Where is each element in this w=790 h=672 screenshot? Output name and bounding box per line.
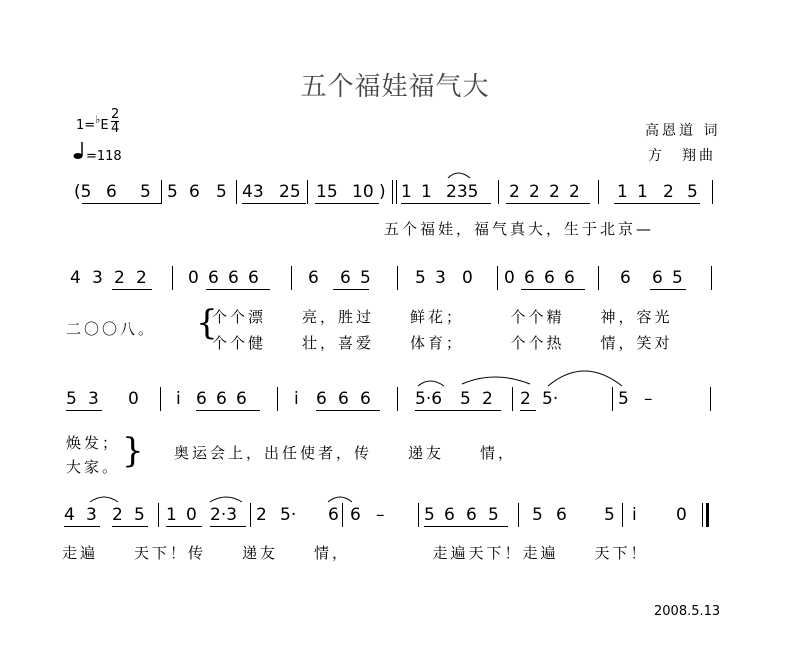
bar-line bbox=[512, 387, 513, 411]
note: 1 bbox=[421, 182, 432, 202]
slur bbox=[90, 497, 118, 502]
verse-brace: { bbox=[196, 303, 218, 343]
note: 5 bbox=[532, 505, 543, 525]
note: 1 bbox=[166, 505, 177, 525]
note: 2 bbox=[549, 182, 560, 202]
note: 6 bbox=[556, 505, 567, 525]
underline bbox=[315, 203, 379, 204]
underline bbox=[650, 289, 686, 290]
note: 6 bbox=[196, 389, 207, 409]
bar-line bbox=[397, 387, 398, 411]
underline bbox=[64, 526, 100, 527]
note: 6 bbox=[340, 268, 351, 288]
bar-line bbox=[396, 180, 397, 204]
note: 3 bbox=[86, 505, 97, 525]
note: 5 bbox=[488, 505, 499, 525]
slur bbox=[210, 497, 242, 502]
note: 2 bbox=[482, 389, 493, 409]
note: – bbox=[376, 505, 385, 525]
bar-line bbox=[518, 503, 519, 527]
note: 25 bbox=[279, 182, 301, 202]
underline bbox=[166, 526, 202, 527]
bar-line bbox=[342, 503, 343, 527]
note: 5 bbox=[360, 268, 371, 288]
tempo-value: =118 bbox=[86, 149, 122, 164]
note: 6 bbox=[652, 268, 663, 288]
lyrics-row-2-verse-1: 个个漂 亮，胜过 鲜花； 个个精 神，容光 bbox=[212, 308, 673, 326]
bar-line bbox=[598, 266, 599, 290]
key-note: E bbox=[100, 118, 109, 133]
note: 5· bbox=[280, 505, 297, 525]
key-label: 1= bbox=[76, 118, 96, 133]
note: 5 bbox=[134, 505, 145, 525]
bar-line bbox=[161, 180, 162, 204]
note: 4 bbox=[64, 505, 75, 525]
quarter-note-icon bbox=[72, 142, 86, 160]
note: 5 bbox=[66, 389, 77, 409]
note: i bbox=[176, 389, 181, 409]
underline bbox=[401, 203, 491, 204]
song-title: 五个福娃福气大 bbox=[300, 72, 490, 102]
note: 2 bbox=[112, 505, 123, 525]
note: 0 bbox=[676, 505, 687, 525]
note: 6 bbox=[228, 268, 239, 288]
note: 4 bbox=[70, 268, 81, 288]
note: 6 bbox=[216, 389, 227, 409]
underline bbox=[206, 289, 270, 290]
bar-line bbox=[160, 387, 161, 411]
lyrics-row-2-verse-2: 个个健 壮，喜爱 体育； 个个热 情，笑对 bbox=[212, 334, 673, 352]
note: (5 bbox=[74, 182, 92, 202]
bar-line bbox=[236, 180, 237, 204]
note: 1 bbox=[617, 182, 628, 202]
note: 5 bbox=[415, 268, 426, 288]
underline bbox=[196, 410, 260, 411]
final-bar-thick bbox=[706, 503, 709, 527]
note: 5 bbox=[140, 182, 151, 202]
bar-line bbox=[710, 387, 711, 411]
note: 43 bbox=[242, 182, 264, 202]
bar-line bbox=[250, 503, 251, 527]
note: 6 bbox=[106, 182, 117, 202]
final-bar-thin bbox=[702, 503, 703, 527]
bar-line bbox=[418, 503, 419, 527]
note: 6 bbox=[208, 268, 219, 288]
note: 6 bbox=[189, 182, 200, 202]
note: 6 bbox=[316, 389, 327, 409]
note: – bbox=[644, 389, 653, 409]
underline bbox=[210, 526, 246, 527]
note: 5 bbox=[618, 389, 629, 409]
note: 3 bbox=[92, 268, 103, 288]
note: 235 bbox=[446, 182, 479, 202]
underline bbox=[520, 410, 536, 411]
underline bbox=[506, 203, 590, 204]
underline bbox=[242, 203, 306, 204]
note: 3 bbox=[435, 268, 446, 288]
note: 2 bbox=[509, 182, 520, 202]
bar-line bbox=[291, 266, 292, 290]
note: 15 bbox=[316, 182, 338, 202]
underline bbox=[614, 203, 700, 204]
note: 5 bbox=[687, 182, 698, 202]
underline bbox=[521, 289, 585, 290]
bar-line bbox=[172, 266, 173, 290]
bar-line bbox=[612, 387, 613, 411]
composer: 方 翔曲 bbox=[648, 148, 716, 164]
note: 6 bbox=[620, 268, 631, 288]
note: 2 bbox=[529, 182, 540, 202]
key-signature bbox=[76, 113, 109, 133]
note: 5 bbox=[672, 268, 683, 288]
underline bbox=[333, 289, 369, 290]
note: 2 bbox=[569, 182, 580, 202]
slur bbox=[418, 381, 444, 386]
flat-sign: ♭ bbox=[95, 113, 101, 126]
note: 6 bbox=[444, 505, 455, 525]
bar-line bbox=[397, 266, 398, 290]
bar-line bbox=[498, 180, 499, 204]
note: 5 bbox=[167, 182, 178, 202]
bar-line bbox=[622, 503, 623, 527]
lyrics-row-3-main: 奥运会上，出任使者，传 递友 情， bbox=[174, 444, 517, 462]
bar-line bbox=[711, 266, 712, 290]
lyricist: 高恩道 词 bbox=[645, 123, 721, 139]
note: 3 bbox=[88, 389, 99, 409]
note: 1 bbox=[401, 182, 412, 202]
note: 1 bbox=[637, 182, 648, 202]
note: 6 bbox=[328, 505, 339, 525]
note: 0 bbox=[462, 268, 473, 288]
bar-line bbox=[392, 180, 393, 204]
note: 6 bbox=[360, 389, 371, 409]
note: 2 bbox=[663, 182, 674, 202]
underline bbox=[415, 410, 501, 411]
bar-line bbox=[158, 503, 159, 527]
note: 5 bbox=[460, 389, 471, 409]
bar-line bbox=[277, 387, 278, 411]
note: 6 bbox=[564, 268, 575, 288]
time-top: 2 bbox=[111, 107, 120, 122]
bar-line bbox=[598, 180, 599, 204]
note: 2 bbox=[520, 389, 531, 409]
note: i bbox=[294, 389, 299, 409]
note: 0 bbox=[186, 505, 197, 525]
note: 6 bbox=[248, 268, 259, 288]
underline bbox=[424, 526, 508, 527]
note: 2·3 bbox=[210, 505, 238, 525]
note: 6 bbox=[524, 268, 535, 288]
closing-paren: ) bbox=[379, 182, 386, 202]
verse-brace-close: } bbox=[122, 431, 144, 471]
date-stamp: 2008.5.13 bbox=[654, 604, 721, 619]
note: 2 bbox=[136, 268, 147, 288]
note: 0 bbox=[188, 268, 199, 288]
underline bbox=[82, 203, 162, 204]
note: 5· bbox=[542, 389, 559, 409]
note: 6 bbox=[308, 268, 319, 288]
note: 6 bbox=[338, 389, 349, 409]
slur bbox=[328, 497, 352, 502]
bar-line bbox=[712, 180, 713, 204]
slur bbox=[448, 173, 470, 178]
underline bbox=[316, 410, 380, 411]
note: 6 bbox=[544, 268, 555, 288]
tempo-marking bbox=[72, 142, 122, 164]
underline bbox=[66, 410, 102, 411]
note: 6 bbox=[466, 505, 477, 525]
bar-line bbox=[307, 180, 308, 204]
note: 2 bbox=[256, 505, 267, 525]
lyrics-row-3-b: 大家。 bbox=[66, 458, 121, 476]
lyrics-row-4: 走遍 天下！传 递友 情， 走遍天下！走遍 天下！ bbox=[62, 544, 649, 562]
note: 0 bbox=[504, 268, 515, 288]
note: 10 bbox=[352, 182, 374, 202]
underline bbox=[112, 289, 152, 290]
note: 5·6 bbox=[415, 389, 443, 409]
underline bbox=[112, 526, 148, 527]
time-bottom: 4 bbox=[111, 121, 120, 136]
note: 5 bbox=[424, 505, 435, 525]
note: 5 bbox=[604, 505, 615, 525]
note: 6 bbox=[350, 505, 361, 525]
lyrics-row-2-lead: 二〇〇八。 bbox=[66, 320, 157, 338]
note: i bbox=[632, 505, 637, 525]
lyrics-row-3-a: 焕发； bbox=[66, 434, 121, 452]
slur bbox=[462, 377, 530, 384]
note: 0 bbox=[128, 389, 139, 409]
time-signature bbox=[111, 108, 119, 135]
bar-line bbox=[497, 266, 498, 290]
note: 5 bbox=[216, 182, 227, 202]
lyrics-row-1: 五个福娃，福气真大，生于北京— bbox=[384, 220, 655, 238]
slur bbox=[548, 371, 622, 386]
note: 2 bbox=[114, 268, 125, 288]
note: 6 bbox=[236, 389, 247, 409]
